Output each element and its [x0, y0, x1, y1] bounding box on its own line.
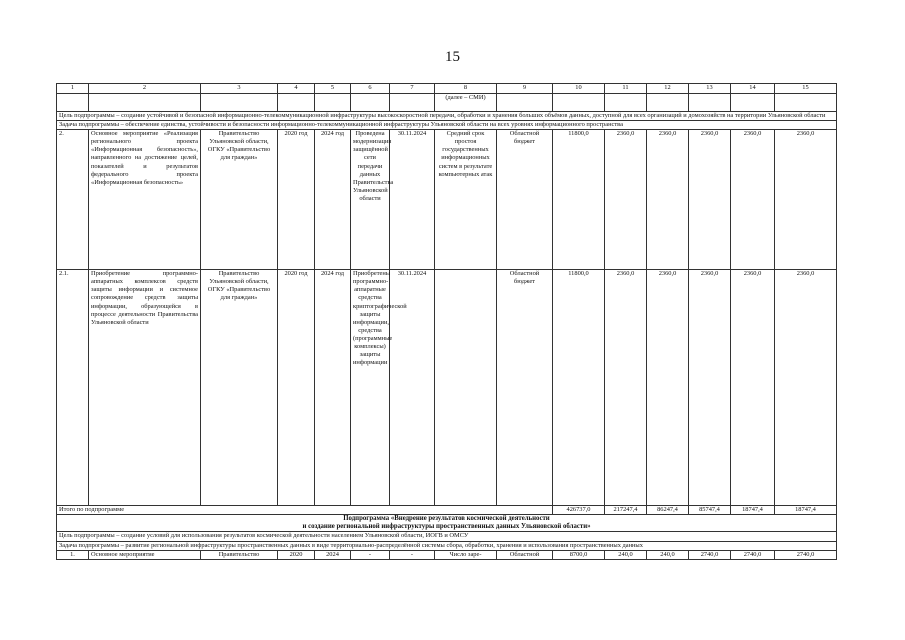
- total-amount: 426737,0: [553, 506, 605, 515]
- start-year: 2020 год: [278, 130, 315, 270]
- subprogram-title-line-1: Подпрограмма «Внедрение результатов космической деятельности: [343, 515, 550, 523]
- column-number-row: [57, 84, 837, 94]
- goal-row: [57, 112, 837, 121]
- amount-year-2: 2360,0: [647, 270, 689, 506]
- amount-year-5: 2360,0: [775, 130, 837, 270]
- amount-year-1: 2360,0: [605, 130, 647, 270]
- col-header-6: 6: [351, 84, 390, 94]
- total-label: Итого по подпрограмме: [57, 506, 553, 515]
- col-header-4: 4: [278, 84, 315, 94]
- col-header-3: 3: [201, 84, 278, 94]
- col-header-14: 14: [731, 84, 775, 94]
- total-year-5: 18747,4: [775, 506, 837, 515]
- col-header-10: 10: [553, 84, 605, 94]
- subprogram-title-line-2: и создание региональной инфраструктуры пространственных данных Ульяновской области»: [302, 523, 591, 531]
- subprogram-title-row: [57, 515, 837, 532]
- page-number: 15: [445, 49, 460, 65]
- task-row: [57, 121, 837, 130]
- col-header-12: 12: [647, 84, 689, 94]
- amount-year-3: 2740,0: [689, 550, 731, 559]
- amount-year-1: 240,0: [605, 550, 647, 559]
- col-header-13: 13: [689, 84, 731, 94]
- row-number: 1.: [57, 550, 89, 559]
- col-header-15: 15: [775, 84, 837, 94]
- amount-year-3: 2360,0: [689, 130, 731, 270]
- measure-name: Основное мероприятие «Реализация регионального проекта «Информационная безопасность», направленного на достижение целей, показателей и результатов федерального проекта «Информационная безопасность»: [89, 130, 201, 270]
- control-date: 30.11.2024: [390, 130, 435, 270]
- amount-total: 11800,0: [553, 270, 605, 506]
- row-number: 2.: [57, 130, 89, 270]
- measure-name: Приобретение программно-аппаратных комплексов средств защиты информации и системное сопровождение средств защиты информации, образующейся в процессе деятельности Правительства Ульяновской области: [89, 270, 201, 506]
- col-header-1: 1: [57, 84, 89, 94]
- executor: Правительство Ульяновской области, ОГКУ «Правительство для граждан»: [201, 130, 278, 270]
- col-header-7: 7: [390, 84, 435, 94]
- amount-year-3: 2360,0: [689, 270, 731, 506]
- amount-year-4: 2740,0: [731, 550, 775, 559]
- executor: Правительство Ульяновской области, ОГКУ «Правительство для граждан»: [201, 270, 278, 506]
- task-row: [57, 541, 837, 550]
- indicator: [435, 270, 497, 506]
- amount-year-2: 240,0: [647, 550, 689, 559]
- subprogram-goal: Цель подпрограммы – создание условий для использования результатов космической деятельности населением Ульяновской области, ИОГВ и ОМСУ: [57, 532, 837, 541]
- total-row: [57, 506, 837, 515]
- program-table: [56, 83, 837, 560]
- amount-year-4: 2360,0: [731, 270, 775, 506]
- total-year-2: 86247,4: [647, 506, 689, 515]
- subprogram-goal: Цель подпрограммы – создание устойчивой и безопасной информационно-телекоммуникационной инфраструктуры высокоскоростной передачи, обработки и хранения больших объёмов данных, доступной для всех организаций и домохозяйств на территории Ульяновской области: [57, 112, 837, 121]
- funding-source: Областной бюджет: [497, 270, 553, 506]
- executor: Правительство: [201, 550, 278, 559]
- subprogram-task: Задача подпрограммы – развитие региональной инфраструктуры пространственных данных в виде территориально-распределённой системы сбора, обработки, хранения и использования пространственных данных: [57, 541, 837, 550]
- funding-source: Областной бюджет: [497, 130, 553, 270]
- continuation-row: [57, 94, 837, 112]
- continuation-cell: (далее – СМИ): [435, 94, 497, 112]
- indicator: Число заре-: [435, 550, 497, 559]
- amount-total: 11800,0: [553, 130, 605, 270]
- amount-year-1: 2360,0: [605, 270, 647, 506]
- amount-year-5: 2360,0: [775, 270, 837, 506]
- control-date: -: [390, 550, 435, 559]
- amount-year-4: 2360,0: [731, 130, 775, 270]
- start-year: 2020 год: [278, 270, 315, 506]
- end-year: 2024 год: [315, 270, 351, 506]
- col-header-5: 5: [315, 84, 351, 94]
- control-date: 30.11.2024: [390, 270, 435, 506]
- end-year: 2024: [315, 550, 351, 559]
- table-row: [57, 270, 837, 506]
- start-year: 2020: [278, 550, 315, 559]
- expected-result: Приобретены программно-аппаратные средства криптографической защиты информации, средства (программные комплексы) защиты информации: [351, 270, 390, 506]
- amount-year-5: 2740,0: [775, 550, 837, 559]
- table-row: [57, 550, 837, 559]
- indicator: Средний срок простоя государственных информационных систем в результате компьютерных атак: [435, 130, 497, 270]
- total-year-4: 18747,4: [731, 506, 775, 515]
- row-number: 2.1.: [57, 270, 89, 506]
- col-header-2: 2: [89, 84, 201, 94]
- goal-row: [57, 532, 837, 541]
- subprogram-title: [57, 515, 837, 532]
- total-year-1: 217247,4: [605, 506, 647, 515]
- table-row: [57, 130, 837, 270]
- end-year: 2024 год: [315, 130, 351, 270]
- expected-result: Проведена модернизация защищённой сети передачи данных Правительства Ульяновской области: [351, 130, 390, 270]
- col-header-8: 8: [435, 84, 497, 94]
- amount-year-2: 2360,0: [647, 130, 689, 270]
- expected-result: -: [351, 550, 390, 559]
- funding-source: Областной: [497, 550, 553, 559]
- subprogram-task: Задача подпрограммы – обеспечение единства, устойчивости и безопасности информационно-телекоммуникационной инфраструктуры Ульяновской области на всех уровнях информационного пространства: [57, 121, 837, 130]
- col-header-9: 9: [497, 84, 553, 94]
- col-header-11: 11: [605, 84, 647, 94]
- measure-name: Основное мероприятие: [89, 550, 201, 559]
- amount-total: 8700,0: [553, 550, 605, 559]
- total-year-3: 85747,4: [689, 506, 731, 515]
